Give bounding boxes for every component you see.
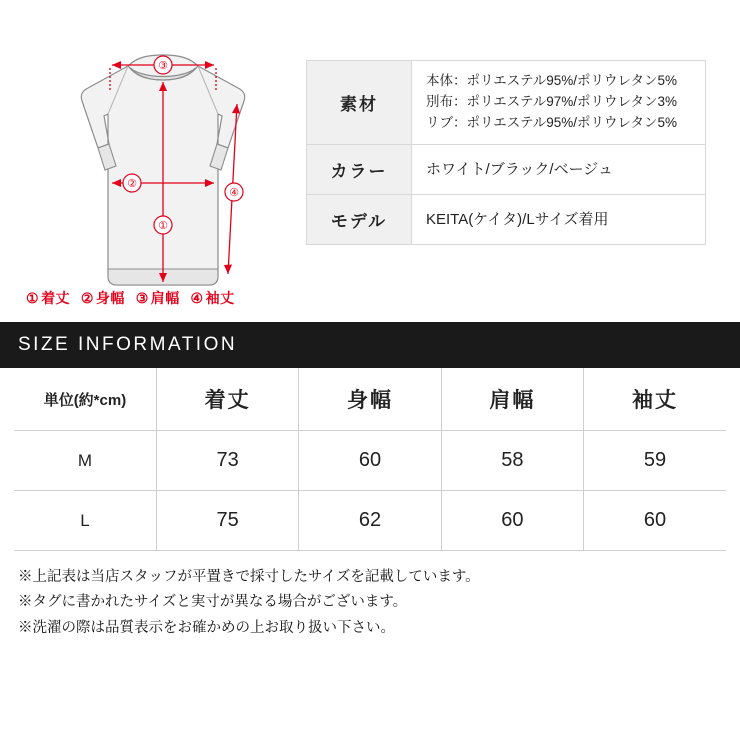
table-row (14, 431, 726, 491)
size-table (14, 368, 726, 551)
size-row-m-length: 73 (156, 431, 298, 491)
marker-4: ④ (229, 186, 239, 199)
size-row-m-width: 60 (299, 431, 441, 491)
size-header-width: 身幅 (299, 368, 441, 431)
spec-value-material (412, 61, 706, 145)
legend-item-2-num: ② (80, 290, 94, 306)
note-line-2: ※タグに書かれたサイズと実寸が異なる場合がございます。 (18, 594, 408, 611)
size-information-banner (0, 322, 740, 368)
legend-item-1-num: ① (26, 290, 40, 306)
legend-item-4-label: 袖丈 (205, 290, 235, 306)
legend-item-4-num: ④ (190, 290, 204, 306)
size-header-sleeve: 袖丈 (584, 368, 726, 431)
note-line-1: ※上記表は当店スタッフが平置きで採寸したサイズを記載しています。 (18, 569, 480, 585)
notes-section (0, 551, 740, 641)
spec-label-model: モデル (307, 194, 412, 244)
marker-3: ③ (158, 59, 168, 72)
spec-label-material: 素材 (307, 61, 412, 145)
spec-table (306, 60, 706, 245)
size-row-l-width: 62 (299, 491, 441, 551)
sweatshirt-illustration (32, 44, 294, 294)
size-row-m-sleeve: 59 (584, 431, 726, 491)
marker-1: ① (158, 219, 168, 232)
size-table-header-row (14, 368, 726, 431)
size-header-length: 着丈 (156, 368, 298, 431)
size-table-wrapper (0, 368, 740, 551)
spec-value-color: ホワイト/ブラック/ベージュ (412, 144, 706, 194)
table-row (14, 491, 726, 551)
material-line-3: リブ：ポリエステル95%/ポリウレタン5% (426, 114, 678, 130)
legend-item-2-label: 身幅 (95, 290, 125, 306)
material-line-2: 別布：ポリエステル97%/ポリウレタン3% (426, 93, 678, 109)
size-row-l-sleeve: 60 (584, 491, 726, 551)
marker-2: ② (127, 177, 137, 190)
legend-item-3-label: 肩幅 (150, 290, 180, 306)
spec-row-model (307, 194, 706, 244)
size-row-l-shoulder: 60 (441, 491, 583, 551)
spec-row-material (307, 61, 706, 145)
spec-row-color (307, 144, 706, 194)
legend-item-3-num: ③ (135, 290, 149, 306)
size-header-shoulder: 肩幅 (441, 368, 583, 431)
garment-diagram (16, 30, 306, 310)
spec-label-color: カラー (307, 144, 412, 194)
material-line-1: 本体：ポリエステル95%/ポリウレタン5% (426, 73, 678, 88)
size-row-l-label: L (14, 491, 156, 551)
size-header-unit: 単位(約*cm) (14, 368, 156, 431)
spec-value-model: KEITA(ケイタ)/Lサイズ着用 (412, 194, 706, 244)
size-row-l-length: 75 (156, 491, 298, 551)
size-row-m-shoulder: 58 (441, 431, 583, 491)
banner-title: SIZE INFORMATION (18, 334, 238, 355)
diagram-legend (26, 288, 237, 308)
top-section (0, 0, 740, 322)
size-row-m-label: M (14, 431, 156, 491)
note-line-3: ※洗濯の際は品質表示をお確かめの上お取り扱い下さい。 (18, 619, 395, 636)
legend-item-1-label: 着丈 (41, 290, 71, 306)
